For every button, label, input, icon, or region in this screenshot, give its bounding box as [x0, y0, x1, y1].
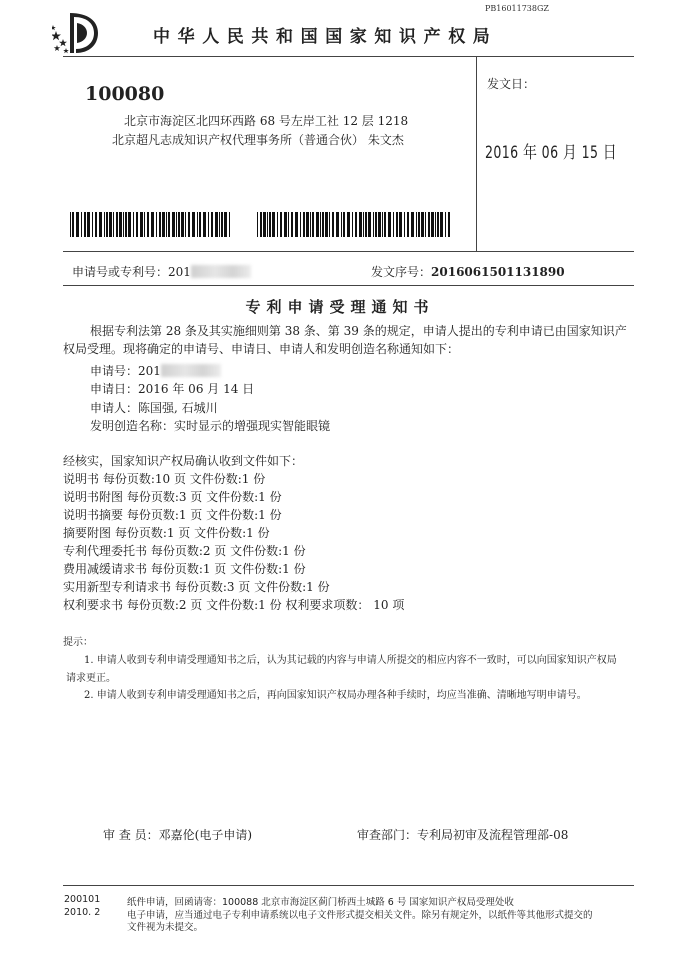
- tip-2: 2. 申请人收到专利申请受理通知书之后，再向国家知识产权局办理各种手续时，均应当准确、清晰地写明申请号。: [84, 690, 587, 701]
- field-application-date: [90, 380, 254, 397]
- field-invention-name: [90, 417, 330, 434]
- field-label: 申请日：: [90, 382, 139, 396]
- form-code: 200101: [64, 894, 101, 905]
- department-row: [357, 826, 568, 843]
- send-number-value: 2016061501131890: [431, 265, 565, 279]
- send-number-row: [371, 263, 565, 280]
- verified-intro: 经核实，国家知识产权局确认收到文件如下：: [63, 454, 304, 468]
- department-label: 审查部门：: [357, 828, 418, 842]
- document-serial: PB16011738GZ: [485, 4, 549, 13]
- examiner-label: 审 查 员：: [103, 828, 159, 842]
- file-item: 说明书 每份页数:10 页 文件份数:1 份: [63, 472, 266, 486]
- recipient-agency: 北京超凡志成知识产权代理事务所（普通合伙） 朱文杰: [112, 133, 404, 147]
- barcode-left: [70, 212, 231, 237]
- footer-electronic-line: 电子申请，应当通过电子专利申请系统以电子文件形式提交相关文件。除另有规定外，以纸件等其他形式提交的: [127, 910, 593, 921]
- redacted-block: [191, 265, 251, 278]
- application-number-label: 申请号或专利号：: [72, 265, 169, 279]
- file-item: 说明书附图 每份页数:3 页 文件份数:1 份: [63, 490, 282, 504]
- field-applicant: [90, 399, 218, 416]
- application-number-row: [72, 263, 251, 280]
- file-item: 实用新型专利请求书 每份页数:3 页 文件份数:1 份: [63, 580, 330, 594]
- tip-1-continued: 请求更正。: [66, 673, 116, 684]
- file-item: 费用减缓请求书 每份页数:1 页 文件份数:1 份: [63, 562, 306, 576]
- examiner-value: 邓嘉伦(电子申请): [158, 828, 253, 842]
- field-value: 实时显示的增强现实智能眼镜: [174, 419, 331, 433]
- recipient-address: 北京市海淀区北四环西路 68 号左岸工社 12 层 1218: [124, 114, 409, 128]
- send-date-value: 2016 年 06 月 15 日: [485, 143, 618, 163]
- barcode-divider: [63, 251, 634, 252]
- field-value: 陈国强, 石城川: [138, 401, 218, 415]
- cnipa-emblem-icon: [52, 9, 102, 55]
- vertical-divider: [476, 56, 477, 251]
- footer-electronic-line-2: 文件视为未提交。: [127, 922, 204, 933]
- application-number-value: 201: [168, 265, 191, 279]
- field-application-number: [90, 362, 221, 379]
- barcode-right: [257, 212, 452, 237]
- field-value: 201: [138, 364, 161, 378]
- tip-1: 1. 申请人收到专利申请受理通知书之后，认为其记载的内容与申请人所提交的相应内容不一致时，可以向国家知识产权局: [84, 655, 617, 666]
- field-label: 发明创造名称：: [90, 419, 175, 433]
- postcode: 100080: [85, 83, 165, 105]
- send-number-label: 发文序号：: [371, 265, 432, 279]
- notice-title: 专利申请受理通知书: [245, 298, 435, 316]
- examiner-row: [103, 826, 252, 843]
- tips-label: 提示：: [63, 637, 93, 648]
- footer-mail-line: 纸件申请，回函请寄：100088 北京市海淀区蓟门桥西土城路 6 号 国家知识产权局受理处收: [127, 897, 514, 908]
- field-label: 申请号：: [90, 364, 139, 378]
- field-label: 申请人：: [90, 401, 139, 415]
- file-item: 权利要求书 每份页数:2 页 文件份数:1 份 权利要求项数： 10 项: [63, 598, 405, 612]
- file-item: 说明书摘要 每份页数:1 页 文件份数:1 份: [63, 508, 282, 522]
- department-value: 专利局初审及流程管理部-08: [417, 828, 569, 842]
- header-divider: [63, 56, 634, 57]
- notice-intro: 根据专利法第 28 条及其实施细则第 38 条、第 39 条的规定，申请人提出的专利申请已由国家知识产权局受理。现将确定的申请号、申请日、申请人和发明创造名称通知如下：: [63, 324, 627, 356]
- field-value: 2016 年 06 月 14 日: [138, 382, 255, 396]
- send-date-label: 发文日：: [487, 77, 536, 91]
- issuer-title: 中华人民共和国国家知识产权局: [153, 27, 498, 47]
- ids-divider: [63, 285, 634, 286]
- footer-divider: [63, 885, 634, 886]
- redacted-block: [161, 364, 221, 377]
- file-item: 摘要附图 每份页数:1 页 文件份数:1 份: [63, 526, 270, 540]
- form-version: 2010. 2: [64, 907, 101, 918]
- file-item: 专利代理委托书 每份页数:2 页 文件份数:1 份: [63, 544, 306, 558]
